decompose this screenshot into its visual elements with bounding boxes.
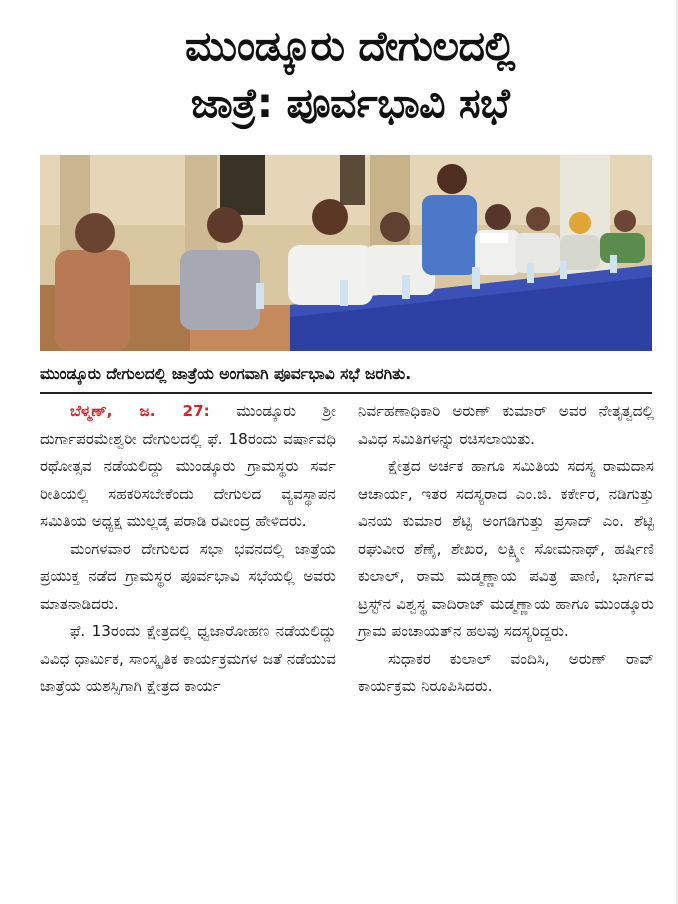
paragraph-3: ಫೆ. 13ರಂದು ಕ್ಷೇತ್ರದಲ್ಲಿ ಧ್ವಜಾರೋಹಣ ನಡೆಯಲಿದ್ದು ವಿವಿಧ ಧಾರ್ಮಿಕ, ಸಾಂಸ್ಕೃತಿಕ ಕಾರ್ಯಕ್ರಮಗಳ ಜತೆ ನಡೆಯುವ ಜಾತ್ರೆಯ ಯಶಸ್ಸಿಗಾಗಿ ಕ್ಷೇತ್ರದ ಕಾರ್ಯ [40, 622, 336, 695]
paragraph-2: ಮಂಗಳವಾರ ದೇಗುಲದ ಸಭಾ ಭವನದಲ್ಲಿ ಜಾತ್ರೆಯ ಪ್ರಯುಕ್ತ ನಡೆದ ಗ್ರಾಮಸ್ಥರ ಪೂರ್ವಭಾವಿ ಸಭೆಯಲ್ಲಿ ಅವರು ಮಾತನಾಡಿದರು. [40, 539, 336, 613]
headline-line-1: ಮುಂಡ್ಕೂರು ದೇಗುಲದಲ್ಲಿ [184, 22, 516, 70]
paragraph-5: ಸುಧಾಕರ ಕುಲಾಲ್ ವಂದಿಸಿ, ಅರುಣ್ ರಾವ್ ಕಾರ್ಯಕ್ರಮ ನಿರೂಪಿಸಿದರು. [358, 649, 654, 695]
news-photo [40, 155, 652, 351]
headline-line-2: ಜಾತ್ರೆ: ಪೂರ್ವಭಾವಿ ಸಭೆ [190, 79, 510, 127]
meeting-photo-illustration [40, 155, 652, 351]
dateline: ಬೆಳ್ಮಣ್, ಜ. 27: [70, 402, 210, 420]
headline [40, 18, 660, 132]
caption-divider [40, 392, 652, 394]
paragraph-3-continued: ನಿರ್ವಹಣಾಧಿಕಾರಿ ಅರುಣ್ ಕುಮಾರ್ ಅವರ ನೇತೃತ್ವದಲ್ಲಿ ವಿವಿಧ ಸಮಿತಿಗಳನ್ನು ರಚಿಸಲಾಯಿತು. [358, 402, 654, 448]
photo-caption: ಮುಂಡ್ಕೂರು ದೇಗುಲದಲ್ಲಿ ಜಾತ್ರೆಯ ಅಂಗವಾಗಿ ಪೂರ್ವಭಾವಿ ಸಭೆ ಜರಗಿತು. [40, 365, 412, 383]
paragraph-4: ಕ್ಷೇತ್ರದ ಅರ್ಚಕ ಹಾಗೂ ಸಮಿತಿಯ ಸದಸ್ಯ ರಾಮದಾಸ ಆಚಾರ್ಯ, ಇತರ ಸದಸ್ಯರಾದ ಎಂ.ಜಿ. ಕರ್ಕೇರ, ನಡಿಗುತ್ತು ವಿನಯ ಕುಮಾರ ಶೆಟ್ಟಿ ಅಂಗಡಿಗುತ್ತು ಪ್ರಸಾದ್ ಎಂ. ಶೆಟ್ಟಿ ರಘುವೀರ ಶೆಣೈ, ಶೇಖರ, ಲಕ್ಷ್ಮೀ ಸೋಮನಾಥ್, ಹರ್ಷಿಣಿ ಕುಲಾಲ್, ರಾಮ ಮಡ್ಮಣ್ಣಾಯ ಪವಿತ್ರ ಪಾಣಿ, ಭಾರ್ಗವ ಟ್ರಸ್ಟ್‌ನ ವಿಶ್ವಸ್ಥ ವಾದಿರಾಜ್ ಮಡ್ಮಣ್ಣಾಯ ಹಾಗೂ ಮುಂಡ್ಕೂರು ಗ್ರಾಮ ಪಂಚಾಯತ್‌ನ ಹಲವು ಸದಸ್ಯರಿದ್ದರು. [358, 457, 654, 640]
article-column-right [358, 398, 654, 701]
paragraph-1-text: ಮುಂಡ್ಕೂರು ಶ್ರೀ ದುರ್ಗಾಪರಮೇಶ್ವರೀ ದೇಗುಲದಲ್ಲಿ ಫೆ. 18ರಂದು ವರ್ಷಾವಧಿ ರಥೋತ್ಸವ ನಡೆಯಲಿದ್ದು ಮುಂಡ್ಕೂರು ಗ್ರಾಮಸ್ಥರು ಸರ್ವ ರೀತಿಯಲ್ಲಿ ಸಹಕರಿಸಬೇಕೆಂದು ದೇಗುಲದ ವ್ಯವಸ್ಥಾಪನ ಸಮಿತಿಯ ಅಧ್ಯಕ್ಷ ಮುಲ್ಲಡ್ಕ ಪರಾಡಿ ರವೀಂದ್ರ ಹೇಳಿದರು. [40, 402, 336, 530]
paragraph-1 [40, 398, 336, 536]
article-column-left [40, 398, 336, 701]
